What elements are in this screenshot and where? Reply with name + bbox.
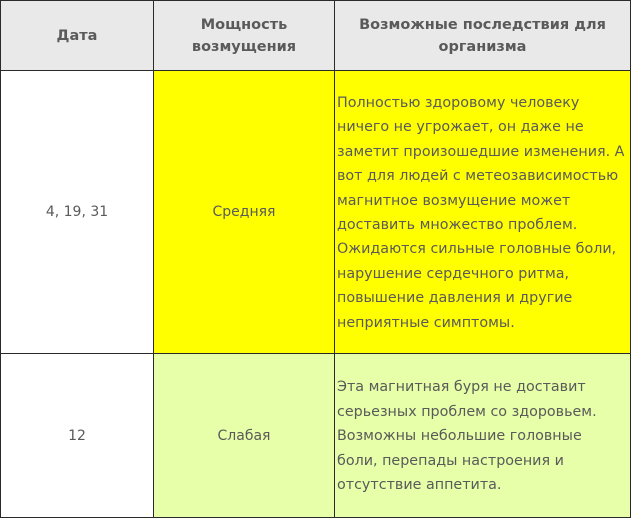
cell-effects: Полностью здоровому человеку ничего не угрожает, он даже не заметит произошедшие изменения. А вот для людей с метеозависимостью магнитное возмущение может доставить множество проблем. Ожидаются сильные головные боли, нарушение сердечного ритма, повышение давления и другие неприятные симптомы. [335,71,631,354]
table-row [1,71,631,354]
cell-power: Средняя [154,71,335,354]
header-row [1,1,631,71]
cell-power: Слабая [154,354,335,518]
header-date: Дата [1,1,154,71]
cell-dates: 12 [1,354,154,518]
cell-effects: Эта магнитная буря не доставит серьезных проблем со здоровьем. Возможны небольшие головные боли, перепады настроения и отсутствие аппетита. [335,354,631,518]
header-power: Мощность возмущения [154,1,335,71]
table-row [1,354,631,518]
cell-dates: 4, 19, 31 [1,71,154,354]
header-effects: Возможные последствия для организма [335,1,631,71]
